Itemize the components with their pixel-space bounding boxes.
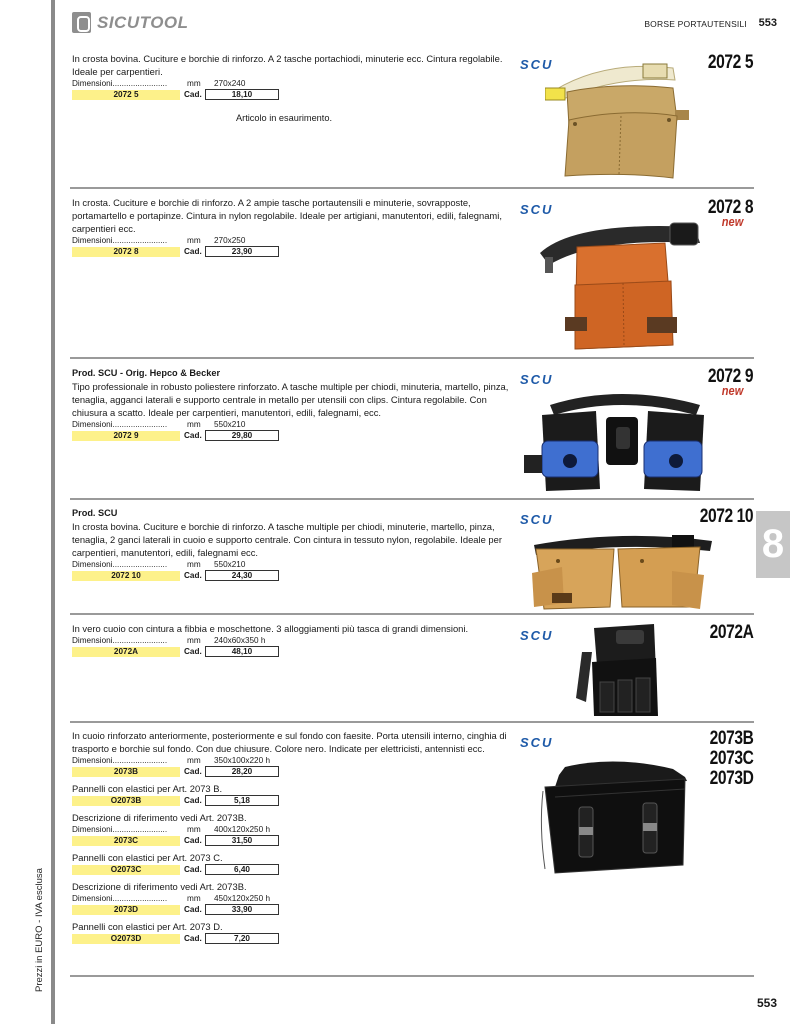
tool-belt-image (522, 527, 717, 613)
price-row: 2073B Cad. 28,20 (72, 766, 512, 777)
page-number-bottom: 553 (756, 996, 777, 1010)
svg-text:SCU: SCU (520, 203, 554, 216)
price-note: Prezzi in EURO - IVA esclusa (34, 868, 45, 992)
model-number: 2072 9 (707, 366, 753, 387)
dimension-row: Dimensioni........................ mm 350x100x220 h (72, 756, 270, 765)
product-2072A (72, 622, 512, 657)
price-row: 2073D Cad. 33,90 (72, 904, 512, 915)
dimension-value: 350x100x220 h (214, 756, 270, 765)
variant-text: Pannelli con elastici per Art. 2073 D. (72, 921, 223, 932)
price-row: 2072 10 Cad. 24,30 (72, 570, 512, 581)
divider (70, 498, 754, 500)
product-description: In vero cuoio con cintura a fibbia e moschettone. 3 alloggiamenti più tasca di grandi dimensioni. (72, 623, 469, 634)
dimension-row: Dimensioni........................ mm 400x120x250 h (72, 825, 270, 834)
price: 18,10 (205, 89, 279, 100)
article-code: O2073C (72, 865, 180, 875)
dimension-value: 270x250 (214, 236, 246, 245)
product-2072-9 (72, 367, 512, 441)
article-code: O2073D (72, 934, 180, 944)
dimension-value: 550x210 (214, 420, 246, 429)
product-2072-10 (72, 507, 512, 581)
dimension-row: Dimensioni........................ mm 550x210 (72, 560, 246, 569)
tool-belt-image (520, 385, 720, 495)
price: 23,90 (205, 246, 279, 257)
article-code: 2073D (72, 905, 180, 915)
dimension-value: 240x60x350 h (214, 636, 266, 645)
divider (70, 721, 754, 723)
price-row: 2073C Cad. 31,50 (72, 835, 512, 846)
product-2072-8 (72, 196, 512, 257)
article-code: 2072 5 (72, 90, 180, 100)
article-code: 2073C (72, 836, 180, 846)
scu-brand-logo (520, 736, 568, 749)
scu-brand-logo (520, 513, 568, 526)
logo-text: SICUTOOL (97, 12, 189, 32)
svg-text:SCU: SCU (520, 373, 554, 386)
article-code: 2072 9 (72, 431, 180, 441)
model-number: 2073B (709, 728, 753, 749)
holster-image (572, 622, 662, 718)
price: 31,50 (205, 835, 279, 846)
tool-case-image (535, 757, 695, 875)
price-row: O2073C Cad. 6,40 (72, 864, 512, 875)
article-code: 2072 8 (72, 247, 180, 257)
price: 6,40 (205, 864, 279, 875)
divider (70, 975, 754, 977)
dimension-value: 270x240 (214, 79, 246, 88)
model-number: 2072 8 (707, 197, 753, 218)
model-number: 2072A (709, 622, 753, 643)
article-code: 2073B (72, 767, 180, 777)
product-description: In crosta bovina. Cuciture e borchie di rinforzo. A 2 tasche portachiodi, minuterie ecc. Cintura regolabile. Ideale per carpentieri. (72, 53, 503, 77)
price: 5,18 (205, 795, 279, 806)
new-badge: new (721, 214, 743, 229)
sicutool-logo (72, 12, 189, 33)
page-number-top: 553 (758, 17, 777, 29)
article-code: 2072 10 (72, 571, 180, 581)
tool-apron-image (545, 50, 695, 182)
price: 29,80 (205, 430, 279, 441)
price: 28,20 (205, 766, 279, 777)
price-row: 2072 5 Cad. 18,10 (72, 89, 512, 100)
tool-apron-image (535, 213, 710, 353)
dimension-row: Dimensioni........................ mm 450x120x250 h (72, 894, 270, 903)
variant-text: Descrizione di riferimento vedi Art. 2073B. (72, 812, 247, 823)
price: 7,20 (205, 933, 279, 944)
price-row: O2073B Cad. 5,18 (72, 795, 512, 806)
stock-note: Articolo in esaurimento. (236, 113, 333, 123)
product-description: In cuoio rinforzato anteriormente, posteriormente e sul fondo con faesite. Porta utensili interno, cinghia di trasporto e borchie sul fondo. Con due chiusure. Colore nero. Indicate per elettricisti, antennisti ecc. (72, 730, 507, 754)
logo-mark-icon (72, 12, 91, 33)
dimension-row: Dimensioni........................ mm 550x210 (72, 420, 246, 429)
divider (70, 357, 754, 359)
model-number: 2072 10 (699, 506, 753, 527)
product-title: Prod. SCU - Orig. Hepco & Becker (72, 368, 221, 378)
price: 33,90 (205, 904, 279, 915)
dimension-row: Dimensioni........................ mm 270x250 (72, 236, 246, 245)
variant-text: Descrizione di riferimento vedi Art. 2073B. (72, 881, 247, 892)
dimension-value: 550x210 (214, 560, 246, 569)
product-description: In crosta bovina. Cuciture e borchie di rinforzo. A tasche multiple per chiodi, minuterie, martello, pinza, tenaglia, 2 ganci laterali in cuoio e supporto centrale. Con cintura in tessuto nylon, regolabile. Ideale per carpentieri, manutentori, edili, falegnami ecc. (72, 521, 502, 558)
svg-text:SCU: SCU (520, 736, 554, 749)
scu-brand-logo (520, 629, 568, 642)
svg-text:SCU: SCU (520, 513, 554, 526)
section-tab: 8 (756, 511, 790, 578)
product-description: In crosta. Cuciture e borchie di rinforzo. A 2 ampie tasche portautensili e minuterie, sovrapposte, portamartello e portapinze. Cintura in nylon regolabile. Ideale per artigiani, manutentori, edili, falegnami, carpentieri ecc. (72, 197, 502, 234)
price: 24,30 (205, 570, 279, 581)
price-row: 2072 8 Cad. 23,90 (72, 246, 512, 257)
price-row: 2072 9 Cad. 29,80 (72, 430, 512, 441)
divider (70, 187, 754, 189)
model-number-group (709, 729, 753, 789)
price-row: O2073D Cad. 7,20 (72, 933, 512, 944)
product-title: Prod. SCU (72, 508, 118, 518)
svg-text:SCU: SCU (520, 629, 554, 642)
new-badge: new (721, 383, 743, 398)
model-number: 2073C (709, 748, 753, 769)
category-title: BORSE PORTAUTENSILI (644, 19, 747, 29)
product-description: Tipo professionale in robusto poliestere rinforzato. A tasche multiple per chiodi, minuteria, martello, pinza, tenaglia, agganci laterali e supporto centrale in metallo per utensili con clips. Cintura regolabile. Con chiusura a scatto. Ideale per carpentieri, manutentori, edili, falegnami, ecc. (72, 381, 509, 418)
dimension-row: Dimensioni........................ mm 270x240 (72, 79, 246, 88)
price: 48,10 (205, 646, 279, 657)
model-number: 2072 5 (707, 52, 753, 73)
dimension-value: 400x120x250 h (214, 825, 270, 834)
scu-logo-text: SCU (520, 58, 554, 71)
divider (70, 613, 754, 615)
left-margin-bar (51, 0, 55, 1024)
variant-text: Pannelli con elastici per Art. 2073 B. (72, 783, 223, 794)
model-number: 2073D (709, 768, 753, 789)
variant-text: Pannelli con elastici per Art. 2073 C. (72, 852, 223, 863)
price-row: 2072A Cad. 48,10 (72, 646, 512, 657)
product-2072-5 (72, 52, 512, 125)
article-code: 2072A (72, 647, 180, 657)
product-2073 (72, 729, 512, 944)
dimension-row: Dimensioni........................ mm 240x60x350 h (72, 636, 266, 645)
dimension-value: 450x120x250 h (214, 894, 270, 903)
article-code: O2073B (72, 796, 180, 806)
